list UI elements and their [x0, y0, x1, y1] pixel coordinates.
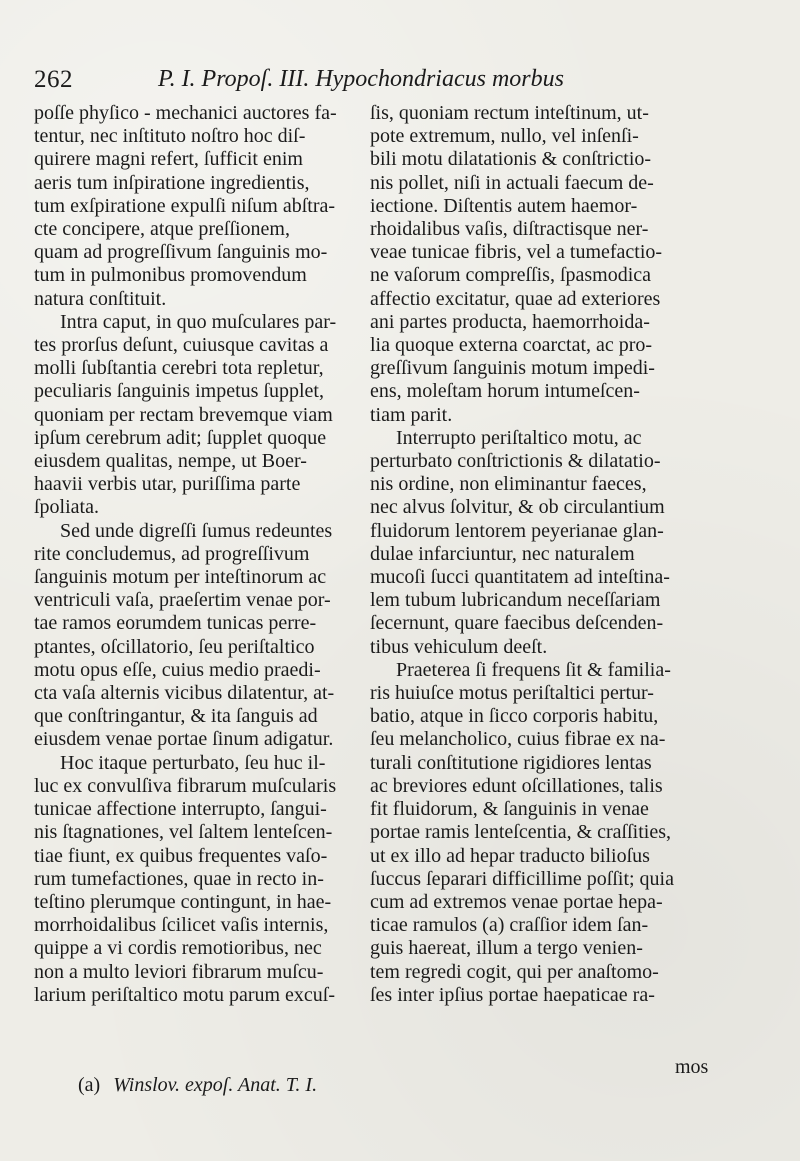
text-line: non a multo leviori fibrarum muſcu-	[34, 960, 324, 983]
text-line: tum exſpiratione expulſi niſum abſtra-	[34, 194, 336, 217]
text-line: luc ex convulſiva fibrarum muſcularis	[34, 774, 337, 797]
running-title: P. I. Propoſ. III. Hypochondriacus morbus	[158, 66, 564, 92]
text-line: nis ſtagnationes, vel ſaltem lenteſcen-	[34, 821, 333, 844]
text-line: tentur, nec inſtituto noſtro hoc diſ-	[34, 125, 306, 148]
catchword: mos	[675, 1056, 709, 1078]
text-line: quam ad progreſſivum ſanguinis mo-	[34, 241, 328, 264]
text-line: ne vaſorum compreſſis, ſpasmodica	[370, 264, 652, 287]
text-line: tiam parit.	[370, 403, 453, 426]
running-head	[34, 66, 774, 98]
text-line: guis haereat, illum a tergo venien-	[370, 937, 643, 960]
text-line: ventriculi vaſa, praeſertim venae por-	[34, 589, 331, 612]
text-line: tae ramos eorumdem tunicas perre-	[34, 612, 317, 635]
text-line: tum in pulmonibus promovendum	[34, 264, 307, 287]
text-line: aeris tum inſpiratione ingredientis,	[34, 171, 310, 194]
text-line: Sed unde digreſſi ſumus redeuntes	[60, 519, 333, 542]
text-line: rite concludemus, ad progreſſivum	[34, 542, 310, 565]
text-line: perturbato conſtrictionis & dilatatio-	[370, 450, 661, 473]
text-line: ptantes, oſcillatorio, ſeu periſtaltico	[34, 635, 315, 658]
text-line: poſſe phyſico - mechanici auctores fa-	[34, 102, 337, 124]
text-line: pote extremum, nullo, vel inſenſi-	[370, 125, 639, 148]
text-line: quippe a vi cordis remotioribus, nec	[34, 937, 322, 960]
text-line: tiae fiunt, ex quibus frequentes vaſo-	[34, 844, 328, 867]
text-line: ipſum cerebrum adit; ſupplet quoque	[34, 426, 327, 449]
text-line: tes prorſus deſunt, cuiusque cavitas a	[34, 334, 329, 357]
left-column	[34, 102, 358, 1007]
text-line: tem regredi cogit, qui per anaſtomo-	[370, 960, 659, 983]
text-line: lem tubum lubricandum neceſſariam	[370, 589, 661, 612]
text-line: affectio excitatur, quae ad exteriores	[370, 287, 661, 310]
text-line: natura conſtituit.	[34, 287, 167, 310]
text-line: tunicae affectione interrupto, ſangui-	[34, 798, 327, 821]
text-line: fluidorum lentorem peyerianae glan-	[370, 519, 664, 542]
text-line: quirere magni refert, ſufficit enim	[34, 148, 303, 171]
text-line: cte concipere, atque preſſionem,	[34, 218, 290, 241]
text-line: ani partes producta, haemorrhoida-	[370, 310, 650, 333]
text-line: ticae ramulos (a) craſſior idem ſan-	[370, 914, 649, 937]
text-line: que conſtringantur, & ita ſanguis ad	[34, 705, 318, 728]
text-line: cum ad extremos venae portae hepa-	[370, 890, 663, 913]
text-line: fit fluidorum, & ſanguinis in venae	[370, 798, 649, 821]
text-line: eiusdem venae portae ſinum adigatur.	[34, 728, 334, 751]
text-line: bili motu dilatationis & conſtrictio-	[370, 148, 652, 171]
text-line: ſecernunt, quare faecibus deſcenden-	[370, 612, 664, 635]
text-line: lia quoque externa coarctat, ac pro-	[370, 334, 653, 357]
text-line: Hoc itaque perturbato, ſeu huc il-	[60, 751, 326, 774]
text-line: molli ſubſtantia cerebri tota repletur,	[34, 357, 324, 380]
text-line: ſanguinis motum per inteſtinorum ac	[34, 566, 327, 589]
text-line: Interrupto periſtaltico motu, ac	[396, 426, 642, 449]
text-line: portae ramis lenteſcentia, & craſſities,	[370, 821, 671, 844]
text-line: mucoſi ſucci quantitatem ad inteſtina-	[370, 566, 670, 589]
text-line: ſeu melancholico, cuius fibrae ex na-	[370, 728, 666, 751]
text-line: ſuccus ſeparari difficillime poſſit; quia	[370, 867, 674, 890]
text-line: peculiaris ſanguinis impetus ſupplet,	[34, 380, 324, 403]
text-line: ſes inter ipſius portae haepaticae ra-	[370, 983, 655, 1006]
text-line: dulae infarciuntur, nec naturalem	[370, 542, 635, 565]
text-line: tibus vehiculum deeſt.	[370, 635, 548, 658]
text-line: haavii verbis utar, puriſſima parte	[34, 473, 301, 496]
text-line: turali conſtitutione rigidiores lentas	[370, 751, 652, 774]
text-line: ut ex illo ad hepar traducto bilioſus	[370, 844, 650, 867]
text-line: iectione. Diſtentis autem haemor-	[370, 194, 638, 217]
footnote	[78, 1074, 317, 1097]
text-line: quoniam per rectam brevemque viam	[34, 403, 333, 426]
text-line: ris huiuſce motus periſtaltici pertur-	[370, 682, 654, 705]
footnote-mark: (a)	[78, 1074, 101, 1096]
text-line: greſſivum ſanguinis motum impedi-	[370, 357, 655, 380]
text-line: Intra caput, in quo muſculares par-	[60, 310, 337, 333]
text-line: ſis, quoniam rectum inteſtinum, ut-	[370, 102, 649, 124]
text-line: nec alvus ſolvitur, & ob circulantium	[370, 496, 665, 519]
text-line: motu opus eſſe, cuius medio praedi-	[34, 658, 321, 681]
text-line: rhoidalibus vaſis, diſtractisque ner-	[370, 218, 649, 241]
page-number: 262	[34, 66, 73, 93]
text-line: ſpoliata.	[34, 496, 99, 519]
text-line: nis pollet, niſi in actuali faecum de-	[370, 171, 654, 194]
footnote-text: Winslov. expoſ. Anat. T. I.	[113, 1074, 318, 1096]
text-line: larium periſtaltico motu parum excuſ-	[34, 983, 336, 1006]
text-line: ac breviores edunt oſcillationes, talis	[370, 774, 663, 797]
text-line: teſtino plerumque contingunt, in hae-	[34, 890, 332, 913]
text-line: veae tunicae fibris, vel a tumefactio-	[370, 241, 663, 264]
text-line: morrhoidalibus ſcilicet vaſis internis,	[34, 914, 329, 937]
right-column	[370, 102, 710, 1007]
text-line: Praeterea ſi frequens ſit & familia-	[396, 658, 671, 681]
text-line: rum tumefactiones, quae in recto in-	[34, 867, 324, 890]
text-line: batio, atque in ſicco corporis habitu,	[370, 705, 659, 728]
text-line: cta vaſa alternis vicibus dilatentur, at-	[34, 682, 335, 705]
text-line: ens, moleſtam horum intumeſcen-	[370, 380, 640, 403]
text-line: nis ordine, non eliminantur faeces,	[370, 473, 647, 496]
text-line: eiusdem qualitas, nempe, ut Boer-	[34, 450, 307, 473]
